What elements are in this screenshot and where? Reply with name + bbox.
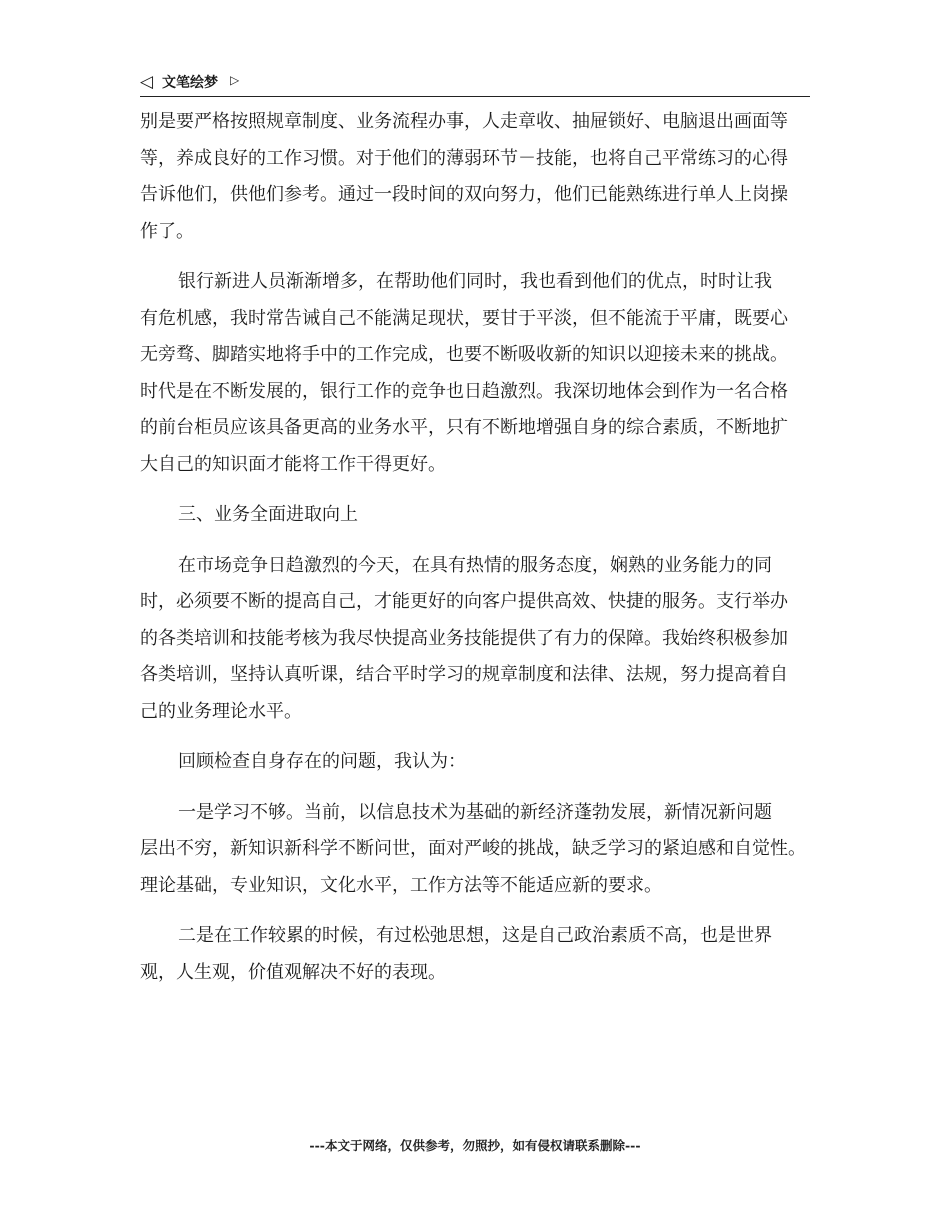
text-line: 时，必须要不断的提高自己，才能更好的向客户提供高效、快捷的服务。支行举办: [140, 591, 788, 612]
paragraph: [140, 795, 810, 905]
paragraph: [140, 264, 810, 483]
text-line: 各类培训，坚持认真听课，结合平时学习的规章制度和法律、法规，努力提高着自: [140, 664, 788, 685]
text-line: 银行新进人员渐渐增多，在帮助他们同时，我也看到他们的优点，时时让我: [178, 271, 772, 292]
text-line: 的前台柜员应该具备更高的业务水平，只有不断地增强自身的综合素质，不断地扩: [140, 417, 788, 438]
text-line: 时代是在不断发展的，银行工作的竞争也日趋激烈。我深切地体会到作为一名合格: [140, 380, 788, 402]
header-brand: 文笔绘梦: [162, 75, 218, 91]
paragraph: [140, 548, 810, 731]
text-line: 回顾检查自身存在的问题，我认为：: [178, 751, 466, 772]
section-heading-text: 三、业务全面进取向上: [178, 504, 358, 525]
paragraph: [140, 104, 810, 250]
text-line: 作了。: [140, 220, 194, 242]
text-line: 在市场竞争日趋激烈的今天，在具有热情的服务态度，娴熟的业务能力的同: [178, 554, 772, 576]
text-line: 己的业务理论水平。: [140, 700, 302, 722]
text-line: 告诉他们，供他们参考。通过一段时间的双向努力，他们已能熟练进行单人上岗操: [140, 184, 788, 205]
text-line: 层出不穷，新知识新科学不断问世，面对严峻的挑战，缺乏学习的紧迫感和自觉性。: [140, 838, 806, 859]
text-line: 二是在工作较累的时候，有过松弛思想，这是自己政治素质不高，也是世界: [178, 925, 772, 946]
right-triangle-icon: ▷: [230, 73, 240, 87]
text-line: 的各类培训和技能考核为我尽快提高业务技能提供了有力的保障。我始终积极参加: [140, 627, 788, 649]
text-line: 等，养成良好的工作习惯。对于他们的薄弱环节－技能，也将自己平常练习的心得: [140, 147, 788, 169]
document-body: [140, 104, 810, 1005]
text-line: 大自己的知识面才能将工作干得更好。: [140, 453, 446, 475]
text-line: 观，人生观，价值观解决不好的表现。: [140, 961, 446, 983]
text-line: 一是学习不够。当前，以信息技术为基础的新经济蓬勃发展，新情况新问题: [178, 801, 772, 823]
paragraph: [140, 918, 810, 991]
text-line: 理论基础，专业知识，文化水平，工作方法等不能适应新的要求。: [140, 874, 662, 896]
page-footer: ---本文于网络，仅供参考，勿照抄，如有侵权请联系删除---: [309, 1138, 641, 1153]
left-triangle-icon: ◁: [140, 72, 154, 92]
paragraph: [140, 744, 810, 781]
text-line: 别是要严格按照规章制度、业务流程办事，人走章收、抽屉锁好、电脑退出画面等: [140, 111, 788, 132]
text-line: 有危机感，我时常告诫自己不能满足现状，要甘于平淡，但不能流于平庸，既要心: [140, 307, 788, 329]
section-heading: [140, 497, 810, 534]
page-header: [140, 70, 810, 97]
text-line: 无旁骛、脚踏实地将手中的工作完成，也要不断吸收新的知识以迎接未来的挑战。: [140, 344, 788, 365]
